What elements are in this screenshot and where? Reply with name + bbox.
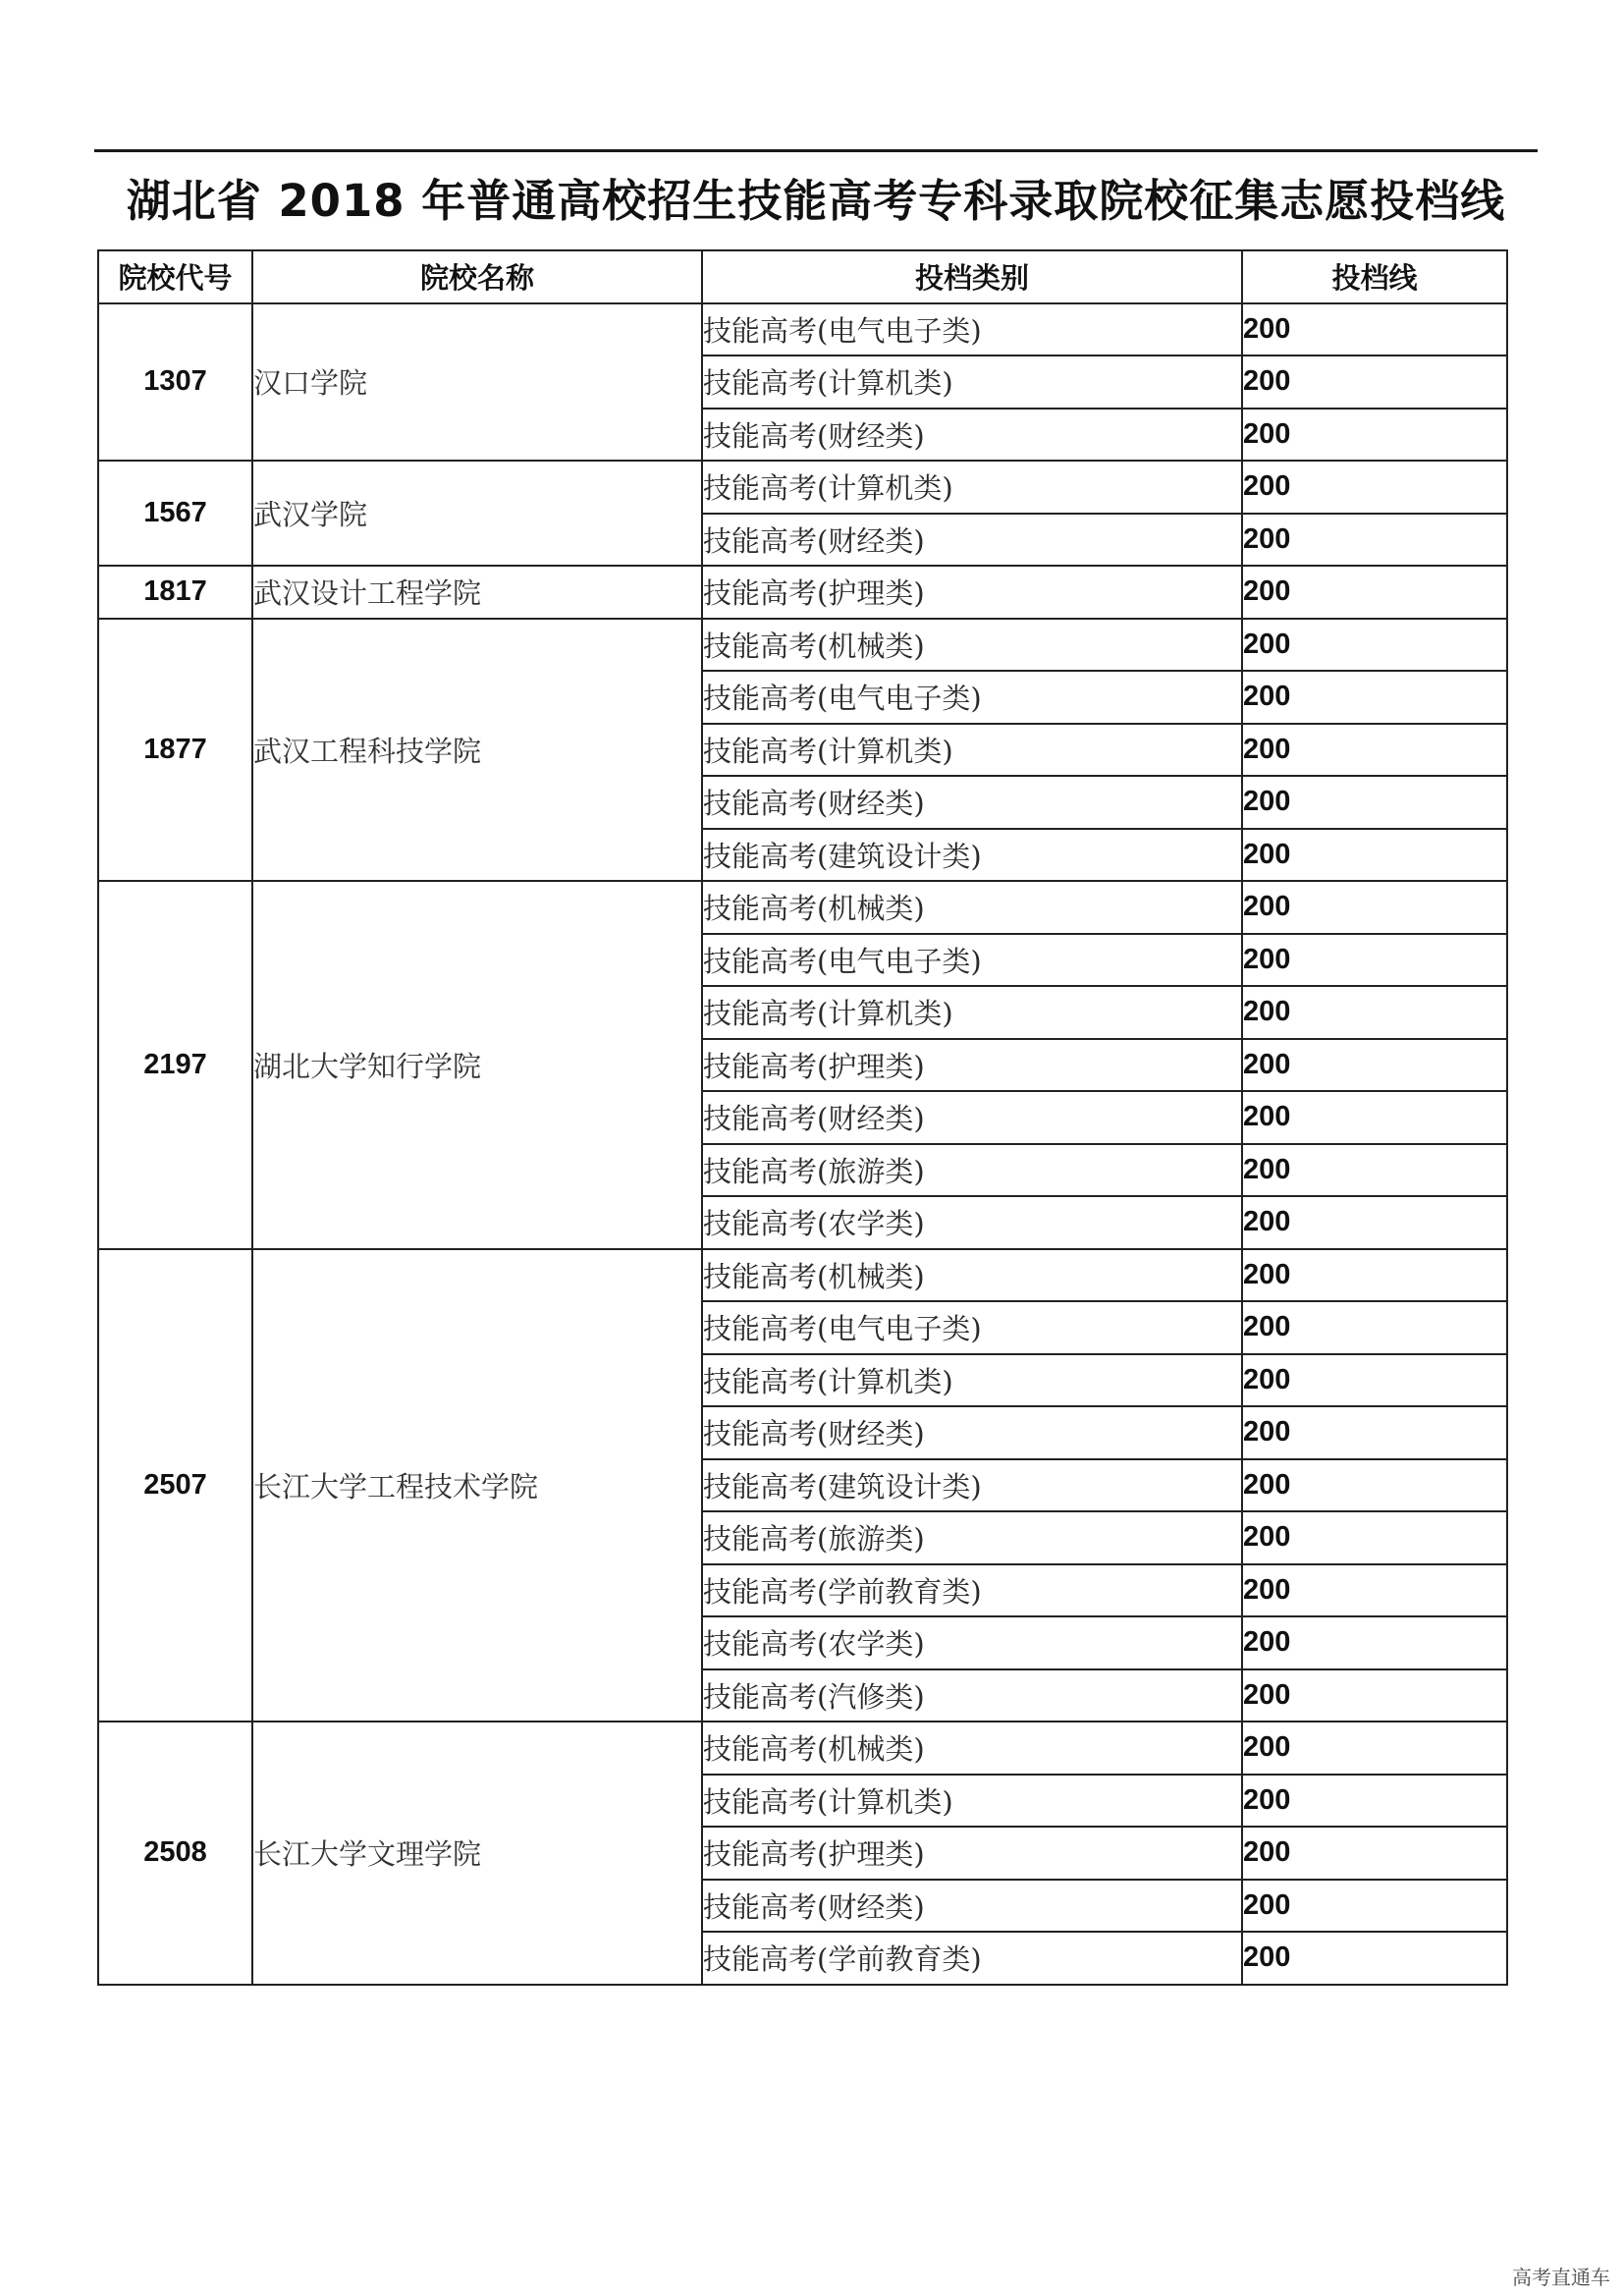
score-line-cell: 200 xyxy=(1242,1616,1507,1669)
header-score-line: 投档线 xyxy=(1242,250,1507,303)
score-line-cell: 200 xyxy=(1242,1196,1507,1249)
admission-category-cell: 技能高考(财经类) xyxy=(702,1880,1242,1933)
score-line-cell: 200 xyxy=(1242,1091,1507,1144)
school-name-cell: 长江大学工程技术学院 xyxy=(252,1249,702,1722)
admission-category-cell: 技能高考(电气电子类) xyxy=(702,303,1242,356)
admission-category-cell: 技能高考(农学类) xyxy=(702,1196,1242,1249)
admission-category-cell: 技能高考(计算机类) xyxy=(702,355,1242,409)
school-name-cell: 汉口学院 xyxy=(252,303,702,462)
admission-category-cell: 技能高考(旅游类) xyxy=(702,1144,1242,1197)
school-name-cell: 湖北大学知行学院 xyxy=(252,881,702,1249)
top-rule xyxy=(94,149,1538,152)
school-code-cell: 1567 xyxy=(98,461,252,566)
admission-category-cell: 技能高考(财经类) xyxy=(702,1091,1242,1144)
admission-category-cell: 技能高考(学前教育类) xyxy=(702,1932,1242,1985)
score-line-cell: 200 xyxy=(1242,724,1507,777)
score-line-cell: 200 xyxy=(1242,1511,1507,1564)
score-line-cell: 200 xyxy=(1242,1039,1507,1092)
score-line-cell: 200 xyxy=(1242,1932,1507,1985)
score-line-cell: 200 xyxy=(1242,1144,1507,1197)
admission-category-cell: 技能高考(财经类) xyxy=(702,776,1242,829)
admission-category-cell: 技能高考(财经类) xyxy=(702,409,1242,462)
document-title: 湖北省 2018 年普通高校招生技能高考专科录取院校征集志愿投档线 xyxy=(126,175,1506,227)
admission-category-cell: 技能高考(旅游类) xyxy=(702,1511,1242,1564)
school-code-cell: 1307 xyxy=(98,303,252,462)
admission-category-cell: 技能高考(计算机类) xyxy=(702,724,1242,777)
admission-category-cell: 技能高考(电气电子类) xyxy=(702,671,1242,724)
admission-category-cell: 技能高考(机械类) xyxy=(702,619,1242,672)
score-line-cell: 200 xyxy=(1242,1406,1507,1459)
admission-category-cell: 技能高考(电气电子类) xyxy=(702,1301,1242,1354)
score-line-cell: 200 xyxy=(1242,1301,1507,1354)
school-name-cell: 武汉学院 xyxy=(252,461,702,566)
school-code-cell: 2508 xyxy=(98,1722,252,1985)
admission-category-cell: 技能高考(计算机类) xyxy=(702,1354,1242,1407)
header-school-code: 院校代号 xyxy=(98,250,252,303)
admission-category-cell: 技能高考(建筑设计类) xyxy=(702,1459,1242,1512)
score-line-cell: 200 xyxy=(1242,1564,1507,1617)
table-row xyxy=(98,1722,1507,1775)
score-line-cell: 200 xyxy=(1242,355,1507,409)
score-line-cell: 200 xyxy=(1242,566,1507,619)
admission-score-table xyxy=(97,249,1508,1986)
admission-category-cell: 技能高考(学前教育类) xyxy=(702,1564,1242,1617)
admission-category-cell: 技能高考(护理类) xyxy=(702,1827,1242,1880)
header-school-name: 院校名称 xyxy=(252,250,702,303)
admission-category-cell: 技能高考(农学类) xyxy=(702,1616,1242,1669)
table-row xyxy=(98,566,1507,619)
score-line-cell: 200 xyxy=(1242,881,1507,934)
school-code-cell: 1817 xyxy=(98,566,252,619)
score-line-cell: 200 xyxy=(1242,1249,1507,1302)
table-body xyxy=(98,303,1507,1985)
header-admission-category: 投档类别 xyxy=(702,250,1242,303)
table-row xyxy=(98,619,1507,672)
admission-category-cell: 技能高考(机械类) xyxy=(702,1722,1242,1775)
score-line-cell: 200 xyxy=(1242,461,1507,514)
admission-category-cell: 技能高考(财经类) xyxy=(702,514,1242,567)
school-name-cell: 武汉工程科技学院 xyxy=(252,619,702,882)
admission-category-cell: 技能高考(护理类) xyxy=(702,1039,1242,1092)
score-line-cell: 200 xyxy=(1242,1775,1507,1828)
score-line-cell: 200 xyxy=(1242,619,1507,672)
school-code-cell: 1877 xyxy=(98,619,252,882)
score-line-cell: 200 xyxy=(1242,829,1507,882)
score-line-cell: 200 xyxy=(1242,514,1507,567)
score-line-cell: 200 xyxy=(1242,1880,1507,1933)
school-name-cell: 长江大学文理学院 xyxy=(252,1722,702,1985)
table-row xyxy=(98,1249,1507,1302)
score-line-cell: 200 xyxy=(1242,1722,1507,1775)
admission-category-cell: 技能高考(财经类) xyxy=(702,1406,1242,1459)
score-line-cell: 200 xyxy=(1242,303,1507,356)
admission-category-cell: 技能高考(机械类) xyxy=(702,881,1242,934)
admission-category-cell: 技能高考(计算机类) xyxy=(702,986,1242,1039)
score-line-cell: 200 xyxy=(1242,671,1507,724)
admission-category-cell: 技能高考(汽修类) xyxy=(702,1669,1242,1722)
score-line-cell: 200 xyxy=(1242,1827,1507,1880)
score-line-cell: 200 xyxy=(1242,1669,1507,1722)
admission-category-cell: 技能高考(护理类) xyxy=(702,566,1242,619)
admission-category-cell: 技能高考(机械类) xyxy=(702,1249,1242,1302)
school-code-cell: 2197 xyxy=(98,881,252,1249)
score-line-cell: 200 xyxy=(1242,934,1507,987)
table-header-row xyxy=(98,250,1507,303)
table-row xyxy=(98,881,1507,934)
score-line-cell: 200 xyxy=(1242,409,1507,462)
admission-category-cell: 技能高考(建筑设计类) xyxy=(702,829,1242,882)
watermark-text: 高考直通车 xyxy=(1512,2266,1610,2289)
admission-category-cell: 技能高考(电气电子类) xyxy=(702,934,1242,987)
admission-category-cell: 技能高考(计算机类) xyxy=(702,461,1242,514)
school-name-cell: 武汉设计工程学院 xyxy=(252,566,702,619)
score-line-cell: 200 xyxy=(1242,986,1507,1039)
score-line-cell: 200 xyxy=(1242,1354,1507,1407)
table-row xyxy=(98,303,1507,356)
table-row xyxy=(98,461,1507,514)
school-code-cell: 2507 xyxy=(98,1249,252,1722)
admission-category-cell: 技能高考(计算机类) xyxy=(702,1775,1242,1828)
score-line-cell: 200 xyxy=(1242,776,1507,829)
score-line-cell: 200 xyxy=(1242,1459,1507,1512)
